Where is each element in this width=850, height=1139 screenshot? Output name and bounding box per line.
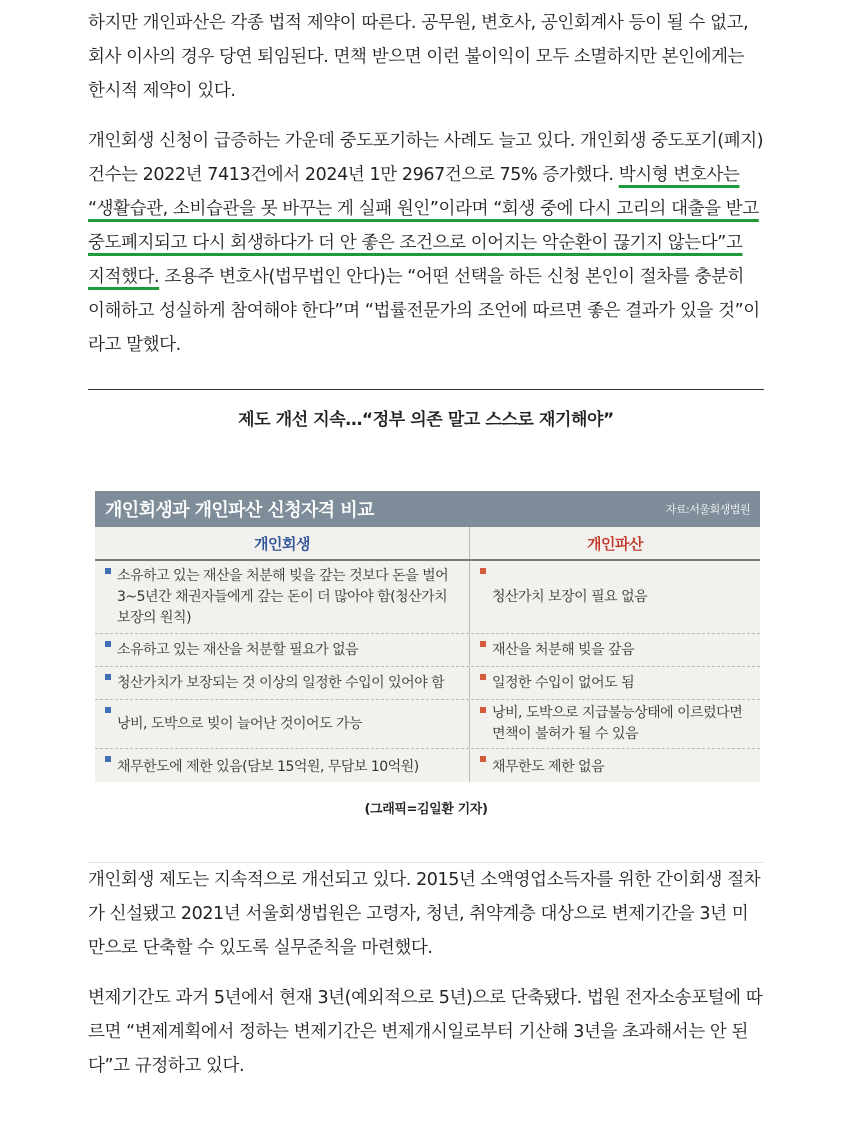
rehabilitation-cell — [95, 634, 469, 666]
graphic-header — [95, 491, 760, 527]
cell-text: 채무한도 제한 없음 — [492, 758, 605, 775]
cell-text: 낭비, 도박으로 빚이 늘어난 것이어도 가능 — [117, 715, 363, 732]
comparison-row — [95, 700, 760, 749]
cell-text: 낭비, 도박으로 지급불능상태에 이르렀다면 면책이 불허가 될 수 있음 — [492, 705, 743, 742]
bankruptcy-cell — [469, 700, 760, 748]
cell-text: 재산을 처분해 빚을 갚음 — [492, 641, 635, 658]
section-divider — [88, 389, 764, 390]
bullet-square-icon — [105, 756, 111, 762]
article-paragraph-4 — [88, 981, 764, 1083]
paragraph-text: 변제기간도 과거 5년에서 현재 3년(예외적으로 5년)으로 단축됐다. 법원 전자소송포털에 따르면 “변제계획에서 정하는 변제기간은 변제개시일로부터 기산해 3년을 초과해서는 안 된다”고 규정하고 있다. — [88, 988, 763, 1076]
bankruptcy-cell — [469, 749, 760, 782]
comparison-row — [95, 749, 760, 782]
highlighted-quote: 박시형 변호사는 “생활습관, 소비습관을 못 바꾸는 게 실패 원인”이라며 “회생 중에 다시 고리의 대출을 받고 중도폐지되고 다시 회생하다가 더 안 좋은 조건으로 이어지는 악순환이 끊기지 않는다”고 지적했다. — [88, 165, 759, 287]
cell-text: 소유하고 있는 재산을 처분해 빚을 갚는 것보다 돈을 벌어 3~5년간 채권자들에게 갚는 돈이 더 많아야 함(청산가치 보장의 원칙) — [117, 567, 449, 626]
comparison-graphic — [95, 491, 760, 782]
paragraph-text: 하지만 개인파산은 각종 법적 제약이 따른다. 공무원, 변호사, 공인회계사 등이 될 수 없고, 회사 이사의 경우 당연 퇴임된다. 면책 받으면 이런 불이익이 모두 소멸하지만 본인에게는 한시적 제약이 있다. — [88, 13, 749, 101]
cell-text: 소유하고 있는 재산을 처분할 필요가 없음 — [117, 641, 359, 658]
paragraph-text-after: 조용주 변호사(법무법인 안다)는 “어떤 선택을 하든 신청 본인이 절차를 충분히 이해하고 성실하게 참여해야 한다”며 “법률전문가의 조언에 따르면 좋은 결과가 있을 것”이라고 말했다. — [88, 267, 760, 355]
bullet-square-icon — [480, 756, 486, 762]
bullet-square-icon — [480, 568, 486, 574]
paragraph-text — [88, 124, 764, 362]
comparison-row — [95, 561, 760, 634]
rehabilitation-cell — [95, 749, 469, 782]
article-paragraph-3 — [88, 863, 764, 965]
paragraph-text: 개인회생 제도는 지속적으로 개선되고 있다. 2015년 소액영업소득자를 위한 간이회생 절차가 신설됐고 2021년 서울회생법원은 고령자, 청년, 취약계층 대상으로 변제기간을 3년 미만으로 단축할 수 있도록 실무준칙을 마련했다. — [88, 870, 761, 958]
article-paragraph-2 — [88, 124, 764, 362]
bullet-square-icon — [480, 674, 486, 680]
bankruptcy-cell — [469, 634, 760, 666]
cell-text: 청산가치가 보장되는 것 이상의 일정한 수입이 있어야 함 — [117, 674, 445, 691]
graphic-title: 개인회생과 개인파산 신청자격 비교 — [105, 500, 374, 521]
article-paragraph-1 — [88, 6, 764, 108]
column-header-bankruptcy: 개인파산 — [469, 527, 760, 559]
column-header-rehabilitation: 개인회생 — [254, 534, 310, 553]
cell-text: 채무한도에 제한 있음(담보 15억원, 무담보 10억원) — [117, 758, 419, 775]
rehabilitation-cell — [95, 667, 469, 699]
bankruptcy-cell — [469, 561, 760, 633]
comparison-row — [95, 667, 760, 700]
bullet-square-icon — [105, 568, 111, 574]
paragraph-text-before: 개인회생 신청이 급증하는 가운데 중도포기하는 사례도 늘고 있다. 개인회생 중도포기(폐지) 건수는 2022년 7413건에서 2024년 1만 2967건으로 75% 증가했다. — [88, 131, 764, 185]
graphic-caption: (그래픽=김일환 기자) — [364, 802, 488, 817]
bullet-square-icon — [105, 641, 111, 647]
bullet-square-icon — [480, 641, 486, 647]
graphic-column-headers — [95, 527, 760, 561]
comparison-row — [95, 634, 760, 667]
bullet-square-icon — [480, 707, 486, 713]
bankruptcy-cell — [469, 667, 760, 699]
bullet-square-icon — [105, 674, 111, 680]
rehabilitation-cell — [95, 561, 469, 633]
bullet-square-icon — [105, 707, 111, 713]
rehabilitation-cell — [95, 700, 469, 748]
cell-text: 일정한 수입이 없어도 됨 — [492, 674, 635, 691]
cell-text: 청산가치 보장이 필요 없음 — [492, 588, 648, 605]
section-subheading: 제도 개선 지속…“정부 의존 말고 스스로 재기해야” — [238, 410, 614, 430]
graphic-source: 자료:서울회생법원 — [665, 503, 750, 516]
